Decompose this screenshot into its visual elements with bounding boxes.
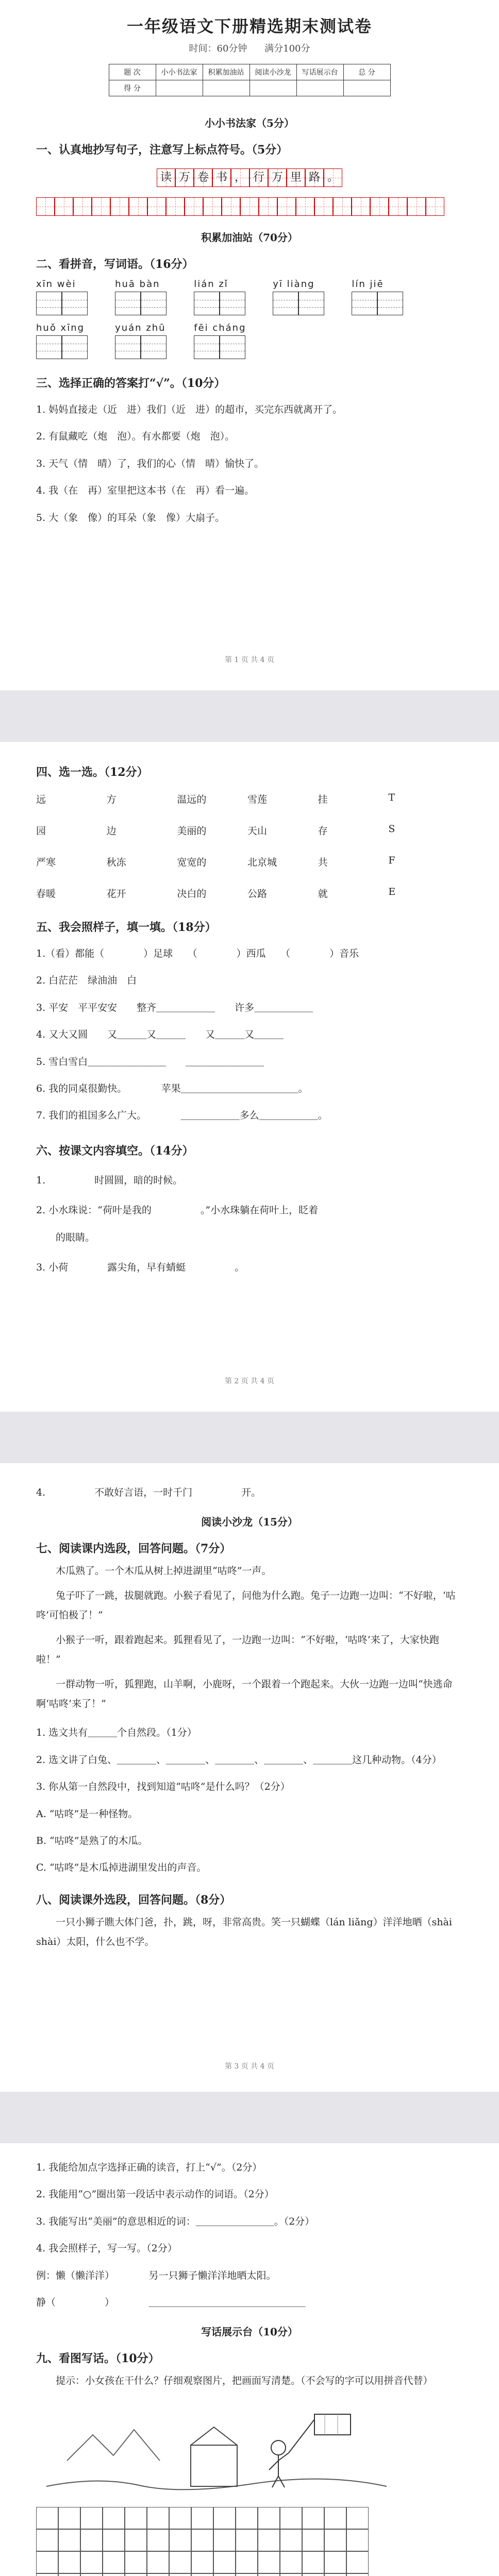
word-option: 远 — [36, 794, 46, 805]
word-option: 共 — [318, 857, 328, 868]
score-cell: 阅读小沙龙 — [250, 64, 296, 80]
question-2-title: 二、看拼音，写词语。（16分） — [36, 258, 194, 271]
question-3-item: 4. 我（在 再）室里把这本书（在 再）看一遍。 — [36, 485, 255, 497]
answer-boxes[interactable] — [194, 335, 246, 359]
question-6-item: 1. 时圆圆，暗的时候。 — [36, 1174, 183, 1186]
question-7-item: 3. 你从第一自然段中，找到知道“咕咚”是什么吗？（2分） — [36, 1781, 290, 1793]
choose-words-grid — [36, 792, 459, 900]
model-char: 行 — [253, 171, 264, 184]
pinyin-item — [194, 323, 246, 359]
question-8-item: 3. 我能写出“美丽”的意思相近的词：＿＿＿＿＿＿＿＿。（2分） — [36, 2215, 315, 2227]
score-cell — [250, 80, 296, 96]
answer-boxes[interactable] — [194, 292, 245, 315]
model-char: 书 — [215, 171, 227, 184]
score-cell — [203, 80, 250, 96]
page-number: 第 1 页 共 4 页 — [224, 656, 275, 664]
question-3-item: 1. 妈妈直接走（近 进）我们（近 进）的超市，买完东西就离开了。 — [36, 404, 343, 415]
tianzige-cell — [212, 168, 231, 187]
score-cell: 题 次 — [109, 64, 156, 80]
tianzige-cell — [287, 168, 305, 187]
pinyin-item — [115, 323, 167, 359]
word-option: 公路 — [247, 888, 268, 900]
question-3-item: 5. 大（象 像）的耳朵（象 像）大扇子。 — [36, 512, 225, 523]
writing-grid[interactable] — [36, 2507, 463, 2576]
pinyin-text: yuán zhū — [115, 323, 166, 333]
reading-paragraph: 小猴子一听，跟着跑起来。狐狸看见了，一边跑一边叫：“不好啦，‘咕咚’来了，大家快跑啦！” — [36, 1634, 439, 1666]
question-7-item: 2. 选文讲了白兔、＿＿＿＿、＿＿＿＿、＿＿＿＿、＿＿＿＿、＿＿＿＿这几种动物。（4分） — [36, 1754, 442, 1766]
pinyin-text: xīn wèi — [36, 279, 76, 290]
example-line: 例：懒（懒洋洋） 另一只狮子懒洋洋地晒太阳。 — [36, 2269, 276, 2281]
question-6-item: 的眼睛。 — [36, 1231, 95, 1243]
page-title: 一年级语文下册精选期末测试卷 — [126, 16, 372, 36]
model-char: 路 — [308, 171, 320, 184]
word-option: T — [388, 792, 395, 803]
model-char: 万 — [178, 171, 190, 184]
pinyin-exercise — [36, 272, 463, 359]
pinyin-text: lián zǐ — [194, 279, 228, 290]
tianzige-model-row — [36, 168, 463, 187]
word-option: F — [388, 855, 395, 866]
option-a[interactable]: A. “咕咚”是一种怪物。 — [36, 1808, 138, 1820]
score-cell: 得 分 — [109, 80, 156, 96]
page-separator — [0, 2092, 499, 2143]
exam-meta — [36, 41, 463, 55]
page-separator — [0, 1412, 499, 1463]
question-5-item: 4. 又大又圆 又＿＿＿又＿＿＿ 又＿＿＿又＿＿＿ — [36, 1029, 284, 1041]
score-table — [109, 64, 391, 96]
word-option: 宽宽的 — [177, 857, 207, 868]
writing-prompt: 提示：小女孩在干什么？仔细观察图片，把画面写清楚。（不会写的字可以用拼音代替） — [56, 2375, 433, 2387]
question-8-item: 1. 我能给加点字选择正确的读音，打上“√”。（2分） — [36, 2162, 262, 2173]
word-option: 北京城 — [247, 857, 277, 868]
word-option: 园 — [36, 825, 46, 837]
question-9-title: 九、看图写话。（10分） — [36, 2352, 160, 2366]
question-5-item: 1.（看）都能（ ）足球 （ ）西瓜 （ ）音乐 — [36, 948, 359, 959]
page-separator — [0, 690, 499, 742]
answer-boxes[interactable] — [115, 335, 167, 359]
question-7-title: 七、阅读课内选段，回答问题。（7分） — [36, 1542, 231, 1556]
page-number: 第 2 页 共 4 页 — [224, 1377, 275, 1385]
model-char: 卷 — [197, 171, 209, 184]
reading-paragraph: 一只小狮子瞧大体门爸，扑，跳，呀，非常高贵。笑一只蝴蝶（lán liǎng）洋洋地晒（shài shài）太阳，什么也不学。 — [36, 1916, 452, 1947]
model-char: 万 — [271, 171, 283, 184]
question-6-item: 3. 小荷 露尖角，早有蜻蜓 。 — [36, 1261, 245, 1273]
score-cell — [296, 80, 343, 96]
question-5-item: 5. 雪白雪白＿＿＿＿＿＿＿＿ ＿＿＿＿＿＿＿＿ — [36, 1056, 264, 1067]
score-table-row — [109, 64, 390, 80]
model-char: 读 — [160, 171, 172, 184]
answer-line[interactable]: 静（ ） ＿＿＿＿＿＿＿＿＿＿＿＿＿＿＿＿ — [36, 2296, 306, 2308]
word-option: 边 — [106, 825, 117, 837]
reading-paragraph: 一群动物一听，狐狸跑，山羊啊，小鹿呀，一个跟着一个跑起来。大伙一边跑一边叫“快逃命啊‘咕咚’来了！” — [36, 1679, 453, 1710]
answer-boxes[interactable] — [36, 292, 88, 315]
answer-boxes[interactable] — [352, 292, 403, 315]
tianzige-cell — [194, 168, 212, 187]
word-option: 花开 — [106, 888, 126, 900]
pinyin-text: lín jiē — [352, 279, 384, 290]
page-4 — [0, 2143, 499, 2576]
section-calligraphy-heading: 小小书法家（5分） — [205, 117, 294, 129]
section-writing-heading: 写话展示台（10分） — [201, 2326, 298, 2338]
word-option: 严寒 — [36, 857, 56, 868]
tianzige-cell — [175, 168, 194, 187]
question-6-title: 六、按课文内容填空。（14分） — [36, 1144, 194, 1158]
section-accumulate-heading: 积累加油站（70分） — [201, 231, 298, 244]
question-5-item: 2. 白茫茫 绿油油 白 — [36, 975, 304, 987]
tianzige-cell — [268, 168, 287, 187]
model-char: ， — [234, 171, 246, 184]
exam-time: 时间：60分钟 — [189, 43, 247, 54]
model-char: 。 — [327, 171, 339, 184]
question-8-item: 2. 我能用“○”圈出第一段话中表示动作的词语。（2分） — [36, 2189, 274, 2200]
pinyin-text: yī liàng — [273, 279, 315, 290]
score-cell: 总 分 — [343, 64, 390, 80]
reading-paragraph: 木瓜熟了。一个木瓜从树上掉进湖里“咕咚”一声。 — [56, 1565, 272, 1577]
word-option: 方 — [106, 794, 117, 805]
answer-boxes[interactable] — [115, 292, 167, 315]
answer-boxes[interactable] — [36, 335, 88, 359]
option-c[interactable]: C. “咕咚”是木瓜掉进湖里发出的声音。 — [36, 1862, 207, 1874]
question-6-item: 2. 小水珠说：“荷叶是我的 。”小水珠躺在荷叶上，眨着 — [36, 1205, 319, 1216]
word-option: 美丽的 — [177, 825, 207, 837]
question-8-title: 八、阅读课外选段，回答问题。（8分） — [36, 1893, 231, 1907]
pinyin-item — [36, 279, 88, 315]
tianzige-cell — [324, 168, 342, 187]
page-3 — [0, 1463, 499, 2092]
word-option: 温远的 — [177, 794, 207, 805]
question-3-item: 2. 有鼠藏吃（炮 泡）。有水都要（炮 泡）。 — [36, 431, 235, 443]
word-option: E — [388, 886, 396, 897]
pinyin-item — [115, 279, 167, 315]
question-6-item: 4. 不敢好言语，一时千门 开。 — [36, 1487, 261, 1498]
tianzige-cell — [157, 168, 175, 187]
pinyin-item — [194, 279, 245, 315]
question-3-title: 三、选择正确的答案打“√”。（10分） — [36, 377, 226, 390]
question-3-item: 3. 天气（情 晴）了，我们的心（情 晴）愉快了。 — [36, 457, 264, 469]
word-option: 天山 — [247, 825, 268, 837]
word-option: 雪莲 — [247, 794, 268, 805]
pinyin-item — [352, 279, 403, 315]
tianzige-writing-row[interactable] — [36, 197, 463, 216]
section-reading-heading: 阅读小沙龙（15分） — [201, 1516, 298, 1529]
question-5-title: 五、我会照样子，填一填。（18分） — [36, 921, 217, 934]
score-table-row — [109, 80, 390, 96]
option-b[interactable]: B. “咕咚”是熟了的木瓜。 — [36, 1835, 148, 1846]
model-char: 里 — [290, 171, 302, 184]
question-5-item: 3. 平安 平平安安 整齐＿＿＿＿＿＿ 许多＿＿＿＿＿＿ — [36, 1002, 313, 1013]
score-cell — [343, 80, 390, 96]
word-option: 存 — [318, 825, 328, 837]
score-cell: 积累加油站 — [203, 64, 250, 80]
scene-illustration — [36, 2399, 397, 2497]
question-1-title: 一、认真地抄写句子，注意写上标点符号。（5分） — [36, 143, 288, 157]
page-number: 第 3 页 共 4 页 — [224, 2062, 275, 2071]
word-option: 决白的 — [177, 888, 207, 900]
question-5-item: 7. 我们的祖国多么广大。 ＿＿＿＿＿＿多么＿＿＿＿＿＿。 — [36, 1110, 328, 1122]
pinyin-text: fēi cháng — [194, 323, 246, 333]
answer-boxes[interactable] — [273, 292, 324, 315]
pinyin-text: huǒ xīng — [36, 323, 85, 333]
reading-paragraph: 兔子吓了一跳，拔腿就跑。小猴子看见了，问他为什么跑。兔子一边跑一边叫：“不好啦，‘咕咚’可怕极了！” — [36, 1590, 456, 1621]
score-cell: 小小书法家 — [156, 64, 203, 80]
score-cell: 写话展示台 — [296, 64, 343, 80]
score-cell — [156, 80, 203, 96]
question-5-item: 6. 我的同桌很勤快。 苹果＿＿＿＿＿＿＿＿＿＿＿＿。 — [36, 1082, 308, 1094]
question-8-item: 4. 我会照样子，写一写。（2分） — [36, 2243, 177, 2255]
word-option: S — [388, 823, 395, 835]
word-option: 春暖 — [36, 888, 56, 900]
word-option: 秋冻 — [106, 857, 126, 868]
question-4-title: 四、选一选。（12分） — [36, 766, 148, 779]
tianzige-cell — [231, 168, 250, 187]
tianzige-cell — [305, 168, 324, 187]
question-7-item: 1. 选文共有＿＿＿个自然段。（1分） — [36, 1727, 197, 1739]
word-option: 就 — [318, 888, 328, 900]
page-2 — [0, 742, 499, 1412]
word-option: 挂 — [318, 794, 328, 805]
tianzige-cell — [250, 168, 268, 187]
page-1 — [0, 0, 499, 690]
exam-score: 满分100分 — [264, 43, 310, 54]
pinyin-item — [273, 279, 324, 315]
pinyin-item — [36, 323, 88, 359]
pinyin-text: huā bàn — [115, 279, 160, 290]
